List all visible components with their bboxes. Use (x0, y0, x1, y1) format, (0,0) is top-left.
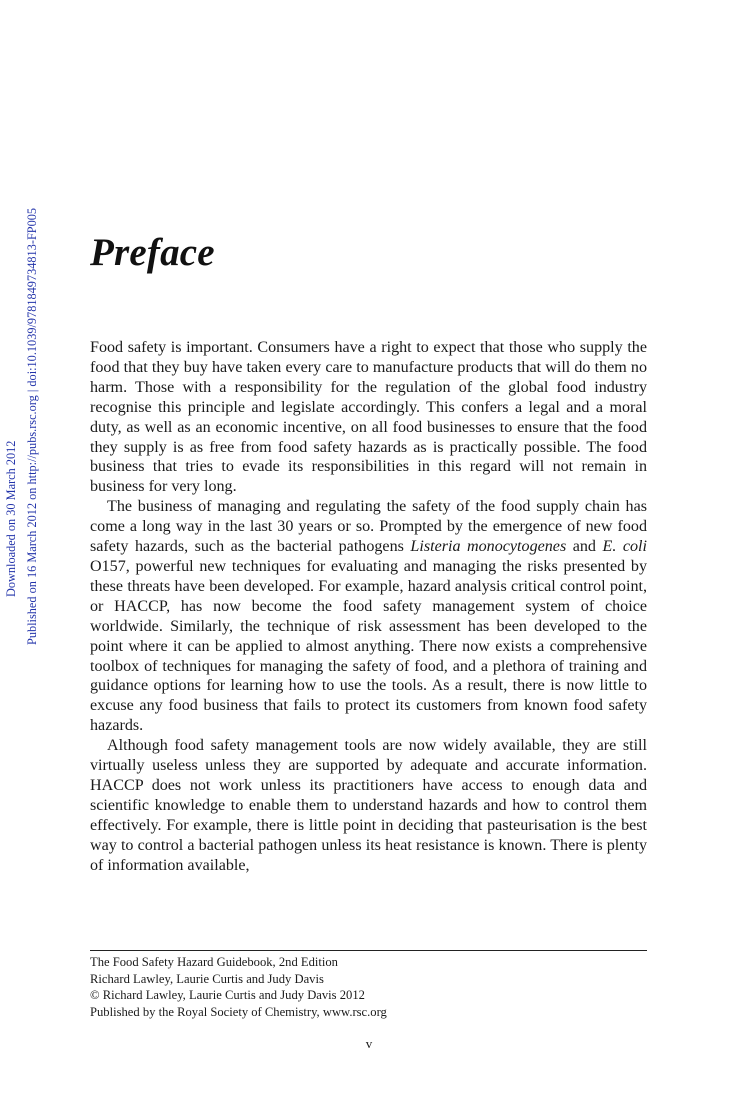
footer-divider (90, 950, 647, 951)
listeria-species-name: Listeria monocytogenes (410, 538, 567, 556)
paragraph-2-part-c: O157, powerful new techniques for evaluating and managing the risks presented by these threats have been developed. For example, hazard analysis critical control point, or HACCP, has now become the food safety management system of choice worldwide. Similarly, the technique of risk assessment has been developed to the point where it can be applied to almost anything. There now exists a comprehensive toolbox of techniques for managing the safety of food, and a plethora of training and guidance options for learning how to use the tools. As a result, there is now little to excuse any food business that fails to protect its customers from known food safety hazards. (90, 557, 647, 735)
preface-body (90, 338, 647, 875)
paragraph-2-part-b: and (566, 538, 603, 556)
footer-book-title: The Food Safety Hazard Guidebook, 2nd Edition (90, 955, 338, 969)
footer-copyright: © Richard Lawley, Laurie Curtis and Judy Davis 2012 (90, 988, 365, 1003)
download-date-text: Downloaded on 30 March 2012 (4, 440, 18, 597)
paragraph-2 (90, 497, 647, 736)
paragraph-3: Although food safety management tools are now widely available, they are still virtually useless unless they are supported by adequate and accurate information. HACCP does not work unless its practitioners have access to enough data and scientific knowledge to enable them to understand hazards and how to control them effectively. For example, there is little point in deciding that pasteurisation is the best way to control a bacterial pathogen unless its heat resistance is known. There is plenty of information available, (90, 737, 647, 874)
paragraph-1: Food safety is important. Consumers have a right to expect that those who supply the food that they buy have taken every care to manufacture products that will do them no harm. Those with a responsibility for the regulation of the global food industry recognise this principle and legislate accordingly. This confers a legal and a moral duty, as well as an economic incentive, on all food businesses to ensure that the food they supply is as free from food safety hazards as is practically possible. The food business that tries to evade its responsibilities in this regard will not remain in business for very long. (90, 339, 647, 496)
download-watermark (4, 195, 44, 645)
page-title: Preface (90, 231, 215, 274)
paragraph-2-part-a: The business of managing and regulating the safety of the food supply chain has come a long way in the last 30 years or so. Prompted by the emergence of new food safety hazards, such as the bacterial pathogens (90, 498, 647, 556)
publication-doi-text: Published on 16 March 2012 on http://pubs.rsc.org | doi:10.1039/9781849734813-FP005 (25, 207, 39, 645)
ecoli-species-name: E. coli (602, 538, 647, 556)
footer-publisher: Published by the Royal Society of Chemistry, www.rsc.org (90, 1004, 387, 1019)
footer-authors: Richard Lawley, Laurie Curtis and Judy Davis (90, 971, 324, 986)
page-number: v (365, 1036, 373, 1051)
book-footer (90, 954, 387, 1020)
